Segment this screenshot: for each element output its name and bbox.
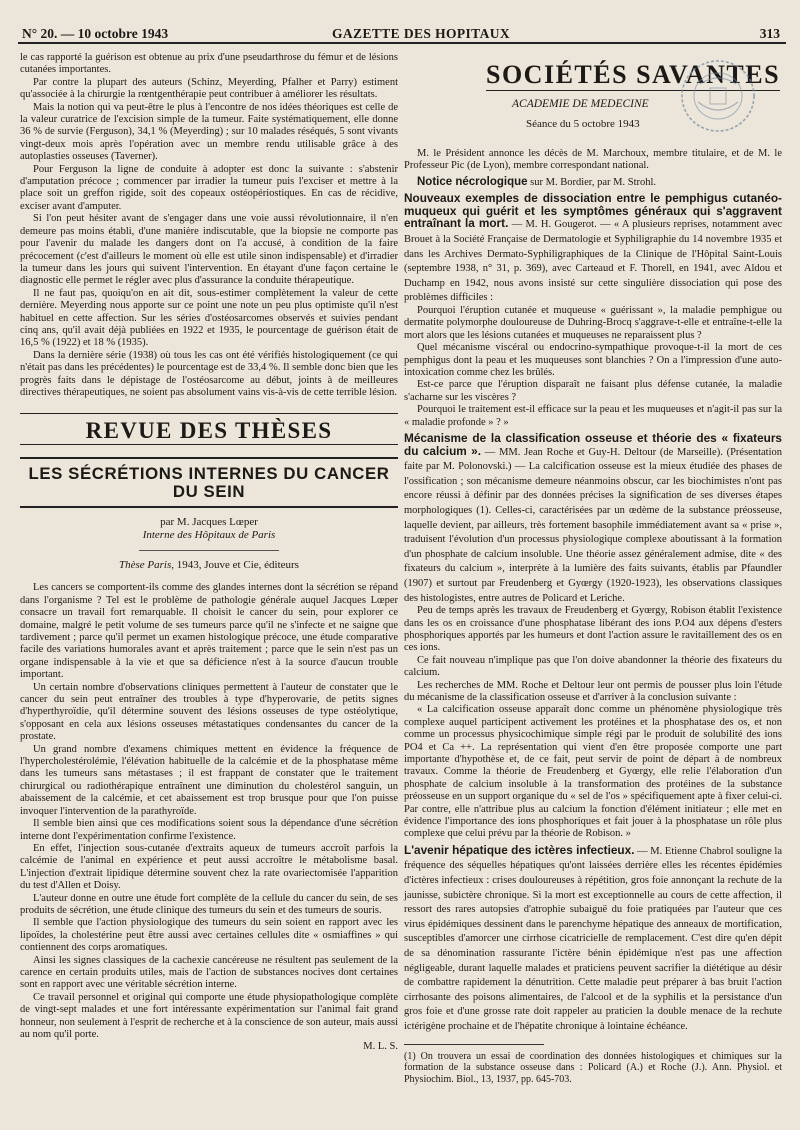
paragraph: L'auteur donne en outre une étude fort complète de la cellule du cancer du sein, de ses produits de sécrétion, une étude clinique des tumeurs du sein et des tumeurs de souris. — [20, 892, 398, 916]
paragraph: Ce fait nouveau n'implique pas que l'on doive abandonner la théorie des fixateurs du calcium. — [404, 654, 782, 679]
paragraph: Un grand nombre d'examens chimiques mettent en évidence la fréquence de l'hypercholestérolémie, l'élévation habituelle de la calcémie et de la phosphatase même dans les tumeurs sans métastases ; il est frappant de constater que le traitement chirurgical ou radiothérapique entraînent une diminution du cholestérol sanguin, un abaissement de la calcémie, et cet abaissement est trop brusque pour que l'on puisse invoquer l'intervention de la parathyroïde. — [20, 743, 398, 817]
paragraph: « La calcification osseuse apparaît donc comme un phénomène physiologique très complexe auquel participent activement les protéines et la phosphatase des os, et non comme un processus physicochimique simple régi par le produit de solubilité des ions PO4 et Ca ++. La représentation qui vient d'en être proposée comporte une part importante d'hypothèse et, de ce fait, peut servir de point de départ à de nombreux travaux. Comme la théorie de Freudenberg et Gyœrgy, elle relie l'élaboration d'un phosphate de calcium insoluble à la transformation des protéines de la substance préosseuse en un support organique du « sel de l'os » spécifiquement apte à fixer celui-ci. Par contre, elle n'attribue plus au calcium la fonction d'élément initiateur ; elle met en évidence l'importance des ions phosphoriques et fait jouer à la phosphatase un rôle plus complexe que celui prévu par la théorie de Robison. » — [404, 704, 782, 840]
intro-paragraph: M. le Président annonce les décès de M. Marchoux, membre titulaire, et de M. le Professeur Pic (de Lyon), membre correspondant national. — [404, 148, 782, 172]
left-column — [20, 52, 398, 1052]
paragraph: Les recherches de MM. Roche et Deltour leur ont permis de pousser plus loin l'étude du mécanisme de la classification osseuse et d'arriver à la conclusion suivante : — [404, 679, 782, 703]
communication-ictere — [404, 844, 782, 1034]
publisher-detail: 1943, Jouve et Cie, éditeurs — [174, 559, 299, 572]
paragraph: Si l'on peut hésiter avant de s'engager dans une voie aussi révolutionnaire, il n'en demeure pas moins établi, d'une manière indiscutable, que la biopsie ne comporte pas pour l'avenir du malade les dangers dont on l'a accusé, à condition de la faire précocement (c'est d'ailleurs le moment où elle est utile sinon indispensable) et d'irradier la tumeur dans les jours qui suivent l'intervention. En étayant d'une façon certaine le diagnostic elle permet le régler avec plus d'assurance la conduite thérapeutique. — [20, 213, 398, 287]
paragraph: En effet, l'injection sous-cutanée d'extraits aqueux de tumeurs accroît parfois la calcémie de l'animal en expérience et peut aussi accroître le métabolisme basal. L'injection d'extrait lipidique détermine souvent chez la rate ovariectomisée l'apparition du test d'Allen et Doisy. — [20, 842, 398, 892]
journal-name: GAZETTE DES HOPITAUX — [332, 26, 511, 41]
paragraph: Mais la notion qui va peut-être le plus à l'encontre de nos idées théoriques est celle de la valeur curatrice de l'excision simple de la tumeur. Faite systématiquement, elle donne 36 % de survie (Ferguson), 34,1 % (Meyerding) ; sur 10 malades réséqués, 5 sont vivants vingt-deux mois après l'opération avec un membre rendu utilisable grâce à des autoplasties osseuses (Taverner). — [20, 101, 398, 163]
footnote-rule — [404, 1044, 544, 1045]
these-author: par M. Jacques Lœper — [160, 516, 258, 529]
paragraph: Dans la dernière série (1938) où tous les cas ont été vérifiés histologiquement (ce qui n'était pas dans les précédentes) le pourcentage est de 33,4 %. Il semble donc bien que les progrès faits dans le dépistage de l'ostéosarcome au début, joints à de meilleures directives thérapeutiques, ne soient pas absolument vains vis-à-vis de cette terrible lésion. — [20, 349, 398, 398]
paragraph: Pourquoi l'éruption cutanée et muqueuse « guérissant », la maladie pemphigue ou dermatite polymorphe douloureuse de Duhring-Brocq s'aggrave-t-elle et entraîne-t-elle la mort alors que les lésions cutanées et muqueuses ne reparaissent plus ? — [404, 304, 782, 341]
notice-text: sur M. Bordier, par M. Strohl. — [527, 176, 657, 188]
paragraph: Pourquoi le traitement est-il efficace sur la peau et les muqueuses et n'agit-il pas sur la « maladie profonde » ? » — [404, 404, 782, 428]
paragraph: Un certain nombre d'observations cliniques permettent à l'auteur de constater que le cancer du sein peut entraîner des troubles à type d'hyperovarie, de petits signes d'hyperthyroïdie, qu'il détermine souvent des lésions osseuses de type ostéolytique, s'opposant en cela aux lésions osseuses métastatiques condensantes du cancer de la prostate. — [20, 681, 398, 743]
paragraph: Pour Ferguson la ligne de conduite à adopter est donc la suivante : s'abstenir d'amputation précoce ; commencer par irradier la tumeur puis l'exciser et mettre à la place soit un greffon rigide, soit des copeaux ostéopériostiques. En cas de récidive, exciser avant d'amputer. — [20, 163, 398, 212]
communication-text: — M. Etienne Chabrol souligne la fréquence des séquelles hépatiques qu'ont laissées derrière elles les récentes épidémies d'ictères infectieux : crises douloureuses à répétition, gros foie annonçant la rechute de la jaunisse, subictère chronique. Si la mort est exceptionnelle au cours de cette affection, il ressort des rares autopsies d'atrophie subaiguë du foie pratiquées par l'auteur que ces virus épidémiques dessinent dans le parenchyme hépatique des anneaux de mortification, susceptibles d'amorcer une cirrhose cicatricielle de remplacement. C'est dire qu'en dépit de sa dénomination rassurante l'ictère bénin épidémique n'est pas une affection négligeable, durant laquelle malades et praticiens peuvent sacrifier la diététique au désir de combattre rapidement la dénutrition. Cette maladie peut préparer à bas bruit l'action cirrhosante des poisons alimentaires, de l'alcool et de la syphilis et la persistance d'un gros foie et d'une grosse rate doit rappeler au praticien la double menace de la rechute ictérigène prochaine et de l'hépatite chronique à lointaine échéance. — [404, 845, 782, 1032]
library-stamp-icon — [670, 54, 762, 140]
paragraph: Il semble bien ainsi que ces modifications soient sous la dépendance d'une sécrétion interne dont l'expérimentation confirme l'existence. — [20, 818, 398, 842]
section-title-revue: REVUE DES THÈSES — [20, 413, 398, 445]
right-column — [404, 52, 782, 1086]
academie-title: ACADEMIE DE MEDECINE — [512, 98, 649, 110]
paragraph: Il ne faut pas, quoiqu'on en ait dit, sous-estimer complètement la valeur de cette dernière. Meyerding nous apporte sur ce point une note un peu plus optimiste qu'il n'est habituel en cette affection. Sur les séries d'ostéosarcomes observés et suivies pendant cinq ans, qu'il avait déjà publiées en 1922 et 1935, le pourcentage de guérison était de 16,5 % (1922) et 18 % (1935). — [20, 287, 398, 349]
communication-heading: Mécanisme de la classification osseuse et théorie des « fixateurs du calcium ». — [404, 431, 782, 458]
page-number: 313 — [759, 26, 780, 41]
paragraph: le cas rapporté la guérison est obtenue au prix d'une pseudarthrose du fémur et de lésions cutanées importantes. — [20, 52, 398, 76]
paragraph: Quel mécanisme viscéral ou endocrino-sympathique provoque-t-il la mort de ces pemphigus dont la peau et les muqueuses sont blanchies ? On a l'impression d'une auto-intoxication comme chez les brûlés. — [404, 342, 782, 378]
societes-title: SOCIÉTÉS SAVANTES — [486, 60, 781, 89]
divider — [139, 550, 279, 551]
communication-text: — M. H. Gougerot. — « A plusieurs reprises, notamment avec Brouet à la Société Française de Dermatologie et Syphiligraphie du 14 novembre 1935 et dans les Archives Dermato-Syphiligraphiques de la Clinique de l'Hôpital Saint-Louis (septembre 1938, n° 31, p. 369), avec Carteaud et F. Thorell, en 1941, avec Aldou et Duchamp en 1942, nous avons insisté sur cette singulière dissociation qui pose des problèmes difficiles : — [404, 219, 782, 304]
paragraph: Ce travail personnel et original qui comporte une étude physiopathologique complète de vingt-sept malades et une fort intéressante expérimentation sur l'animal fait grand honneur, non seulement à l'esprit de recherche et à la conscience de son auteur, mais aussi au nom qu'il porte. — [20, 991, 398, 1040]
paragraph: Les cancers se comportent-ils comme des glandes internes dont la sécrétion se répand dans l'organisme ? Tel est le problème de pathologie générale auquel Jacques Lœper consacre un travail fort remarquable. Il choisit le cancer du sein, pour explorer ce domaine, malgré le petit volume de ses tumeurs parce qu'il ne s'infecte et ne saigne que tardivement ; parce qu'il permet un examen histologique précoce, une étude comparative facile des variations humorales avant et après traitement ; parce que le sein n'est pas un organe indispensable à la vie et que sa déficience n'est à la source d'aucun trouble important. — [20, 582, 398, 681]
footnote: (1) On trouvera un essai de coordination des données histologiques et chimiques sur la formation de la substance osseuse dans : Policard (A.) et Roche (J.). Ann. Physiol. et Physiochim. Biol., 13, 1937, pp. 645-703. — [404, 1050, 782, 1086]
communication-heading: L'avenir hépatique des ictères infectieux. — [404, 842, 635, 857]
issue-date: N° 20. — 10 octobre 1943 — [22, 26, 169, 41]
these-affiliation: Interne des Hôpitaux de Paris — [142, 529, 276, 542]
paragraph: Par contre la plupart des auteurs (Schinz, Meyerding, Pfalher et Parry) estiment qu'associée à la chirurgie la rœntgenthérapie peut contribuer à améliorer les résultats. — [20, 76, 398, 101]
paragraph: Peu de temps après les travaux de Freudenberg et Gyœrgy, Robison établit l'existence dans les os en croissance d'une phosphatase libérant des ions P.O4 aux dépens d'esters phosphoriques apportés par les humeurs et dont l'action assure le ravitaillement des os en ces ions. — [404, 605, 782, 654]
these-publisher — [20, 559, 398, 572]
signature: M. L. S. — [363, 1041, 398, 1053]
communication-pemphigus — [404, 192, 782, 305]
seance-date: Séance du 5 octobre 1943 — [526, 118, 640, 130]
page-header — [22, 20, 782, 40]
notice-heading: Notice nécrologique — [417, 175, 528, 188]
societes-header — [404, 52, 782, 148]
publisher-place: Thèse Paris, — [119, 559, 175, 572]
header-rule — [18, 42, 786, 44]
communication-heading: Nouveaux exemples de dissociation entre le pemphigus cutanéo-muqueux qui guérit et les symptômes généraux qui s'aggravent entraînant la mort. — [404, 191, 782, 231]
communication-calcification — [404, 432, 782, 605]
communication-text: — MM. Jean Roche et Guy-H. Deltour (de Marseille). (Présentation faite par M. Polonovski.) — La calcification osseuse est la mieux étudiée des phases de l'ossification ; son mécanisme demeure néanmoins obscur, car les biochimistes n'ont pas encore réussi à définir par des données précises la signification de ses diverses étapes morphologiques (1). Celles-ci, caractérisées par un œdème de la substance préosseuse, laquelle devient, par ailleurs, très fortement basophile immédiatement avant sa « prise », traduisent l'évolution d'un processus physiologique complexe aboutissant à la formation d'un phosphate de calcium insoluble. Une théorie assez généralement admise, dite « des fixateurs du calcium », interprète à la lumière des faits suivants, établis par Pfaundler (1907) et surtout par Freudenberg et Gyœrgy (1920-1923), les observations classiques des histologistes, entre autres de Policard et Leriche. — [404, 446, 782, 604]
paragraph: Est-ce parce que l'éruption disparaît ne faisant plus défense cutanée, la maladie s'acharne sur les viscères ? — [404, 379, 782, 403]
notice-paragraph — [404, 176, 782, 189]
paragraph: Ainsi les signes classiques de la cachexie cancéreuse ne résultent pas seulement de la carence en certain produits utiles, mais de l'action de substances nocives dont certaines sont en rapport avec une véritable sécrétion interne. — [20, 954, 398, 991]
paragraph: Il semble que l'action physiologique des tumeurs du sein soient en rapport avec les lipoïdes, la cholestérine peut être aussi avec certaines cellules dite « osmiaffines » qui contiennent des corps aromatiques. — [20, 917, 398, 954]
these-title: LES SÉCRÉTIONS INTERNES DU CANCER DU SEIN — [20, 457, 398, 508]
